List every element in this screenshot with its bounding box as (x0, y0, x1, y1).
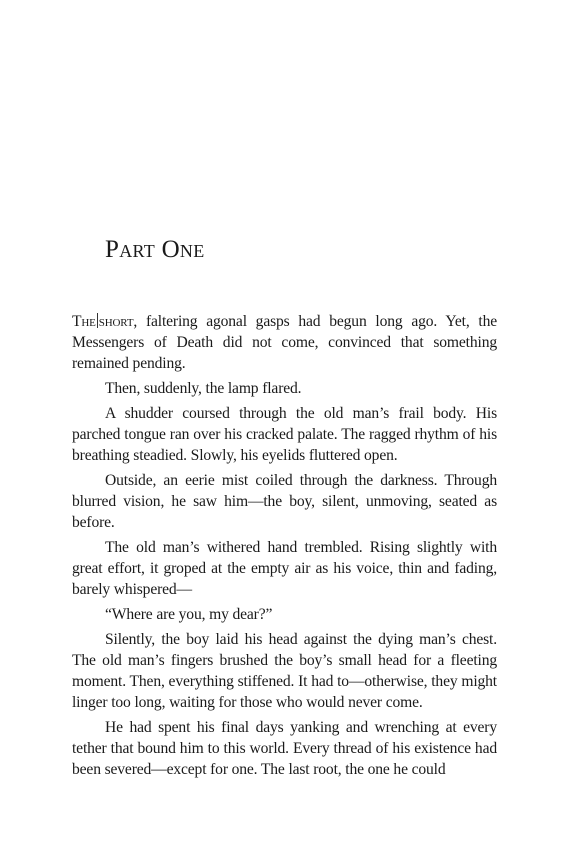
paragraph-2: Then, suddenly, the lamp flared. (105, 380, 302, 397)
paragraph-5: The old man’s withered hand trembled. Rising slightly with great effort, it groped at the empty air as his voice, thin and fading, barely whispered— (72, 539, 497, 598)
paragraph-6: “Where are you, my dear?” (105, 606, 273, 623)
paragraph-1-text: , faltering agonal gasps had begun long ago. Yet, the Messengers of Death did not come, convinced that something remained pending. (72, 313, 497, 372)
text-cursor (97, 313, 98, 328)
paragraph-7: Silently, the boy laid his head against the dying man’s chest. The old man’s fingers brushed the boy’s small head for a fleeting moment. Then, everything stiffened. It had to—otherwise, they might linger too long, waiting for those who would never come. (72, 631, 497, 711)
paragraph-1-lead-word: The (72, 313, 96, 330)
paragraph-8: He had spent his final days yanking and wrenching at every tether that bound him to this world. Every thread of his existence had been severed—except for one. The last root, the one he could (72, 719, 497, 778)
paragraph-1-lead-word-2: short (98, 313, 134, 330)
paragraph-4: Outside, an eerie mist coiled through the darkness. Through blurred vision, he saw him—the boy, silent, unmoving, seated as before. (72, 472, 497, 531)
part-heading: Part One (105, 236, 205, 263)
chapter-body (72, 311, 497, 784)
paragraph-1 (72, 311, 497, 374)
paragraph-3: A shudder coursed through the old man’s frail body. His parched tongue ran over his cracked palate. The ragged rhythm of his breathing steadied. Slowly, his eyelids fluttered open. (72, 405, 497, 464)
